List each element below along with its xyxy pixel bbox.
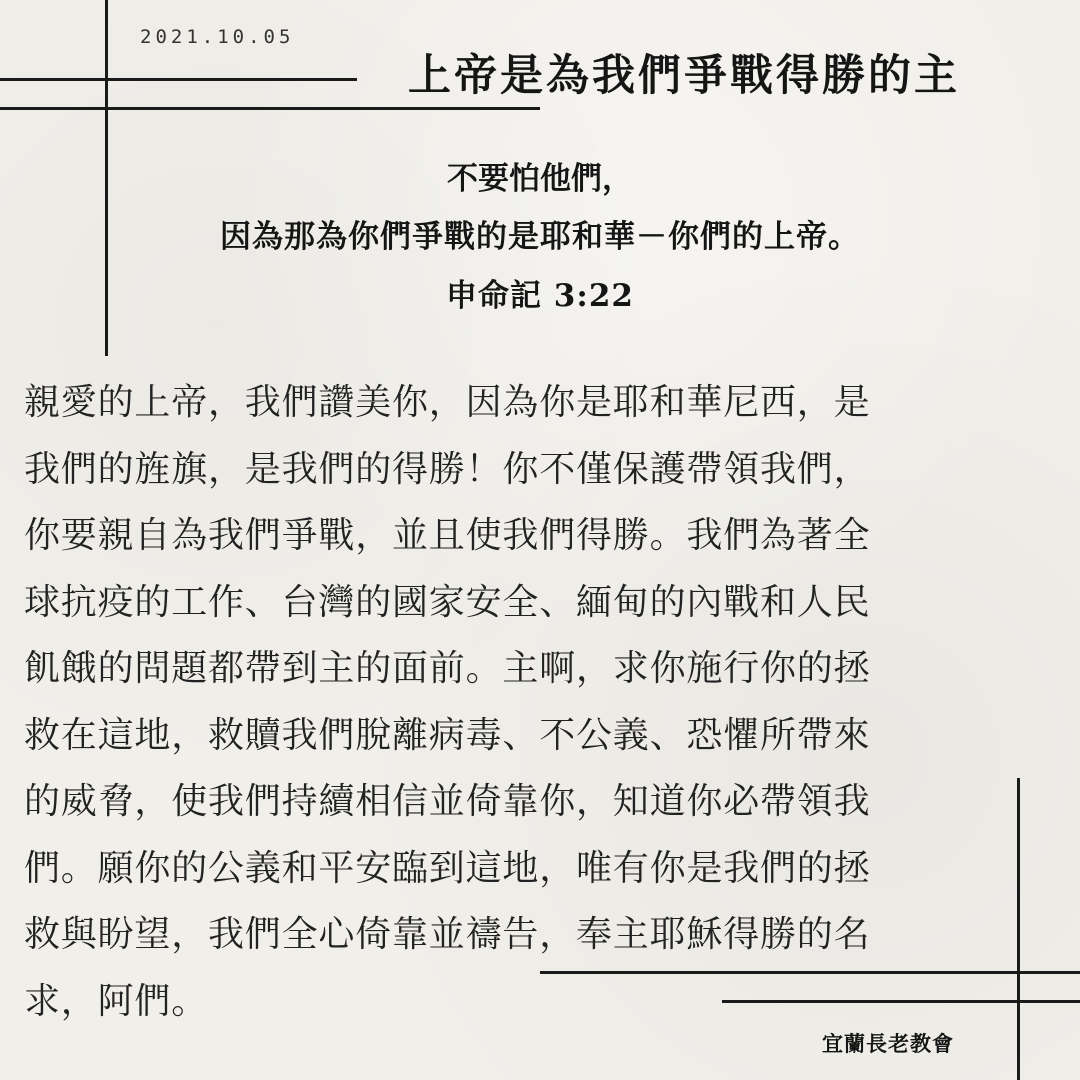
prayer-line: 救在這地，救贖我們脫離病毒、不公義、恐懼所帶來 — [24, 714, 871, 756]
scripture-verse — [0, 150, 1080, 326]
prayer-line: 我們的旌旗，是我們的得勝！你不僅保護帶領我們， — [24, 448, 871, 490]
prayer-line: 飢餓的問題都帶到主的面前。主啊，求你施行你的拯 — [24, 648, 871, 689]
prayer-text — [24, 370, 1009, 1035]
prayer-line: 親愛的上帝，我們讚美你，因為你是耶和華尼西，是 — [24, 382, 871, 423]
verse-line: 因為那為你們爭戰的是耶和華－你們的上帝。 — [220, 219, 860, 255]
bottom-right-vertical-line — [1017, 778, 1020, 1080]
prayer-line: 求，阿們。 — [24, 980, 209, 1022]
top-horizontal-line-upper — [0, 78, 357, 81]
prayer-line: 的威脅，使我們持續相信並倚靠你，知道你必帶領我 — [24, 781, 871, 822]
prayer-line: 球抗疫的工作、台灣的國家安全、緬甸的內戰和人民 — [24, 581, 871, 623]
prayer-line: 們。願你的公義和平安臨到這地，唯有你是我們的拯 — [24, 847, 871, 889]
page-title: 上帝是為我們爭戰得勝的主 — [408, 51, 960, 101]
post-date: 2021.10.05 — [140, 26, 295, 48]
prayer-line: 救與盼望，我們全心倚靠並禱告，奉主耶穌得勝的名 — [24, 914, 871, 955]
verse-reference: 申命記 3:22 — [446, 278, 634, 314]
church-name: 宜蘭長老教會 — [822, 1031, 954, 1056]
verse-line: 不要怕他們， — [447, 161, 633, 197]
prayer-line: 你要親自為我們爭戰，並且使我們得勝。我們為著全 — [24, 515, 871, 556]
top-horizontal-line-lower — [0, 107, 540, 110]
